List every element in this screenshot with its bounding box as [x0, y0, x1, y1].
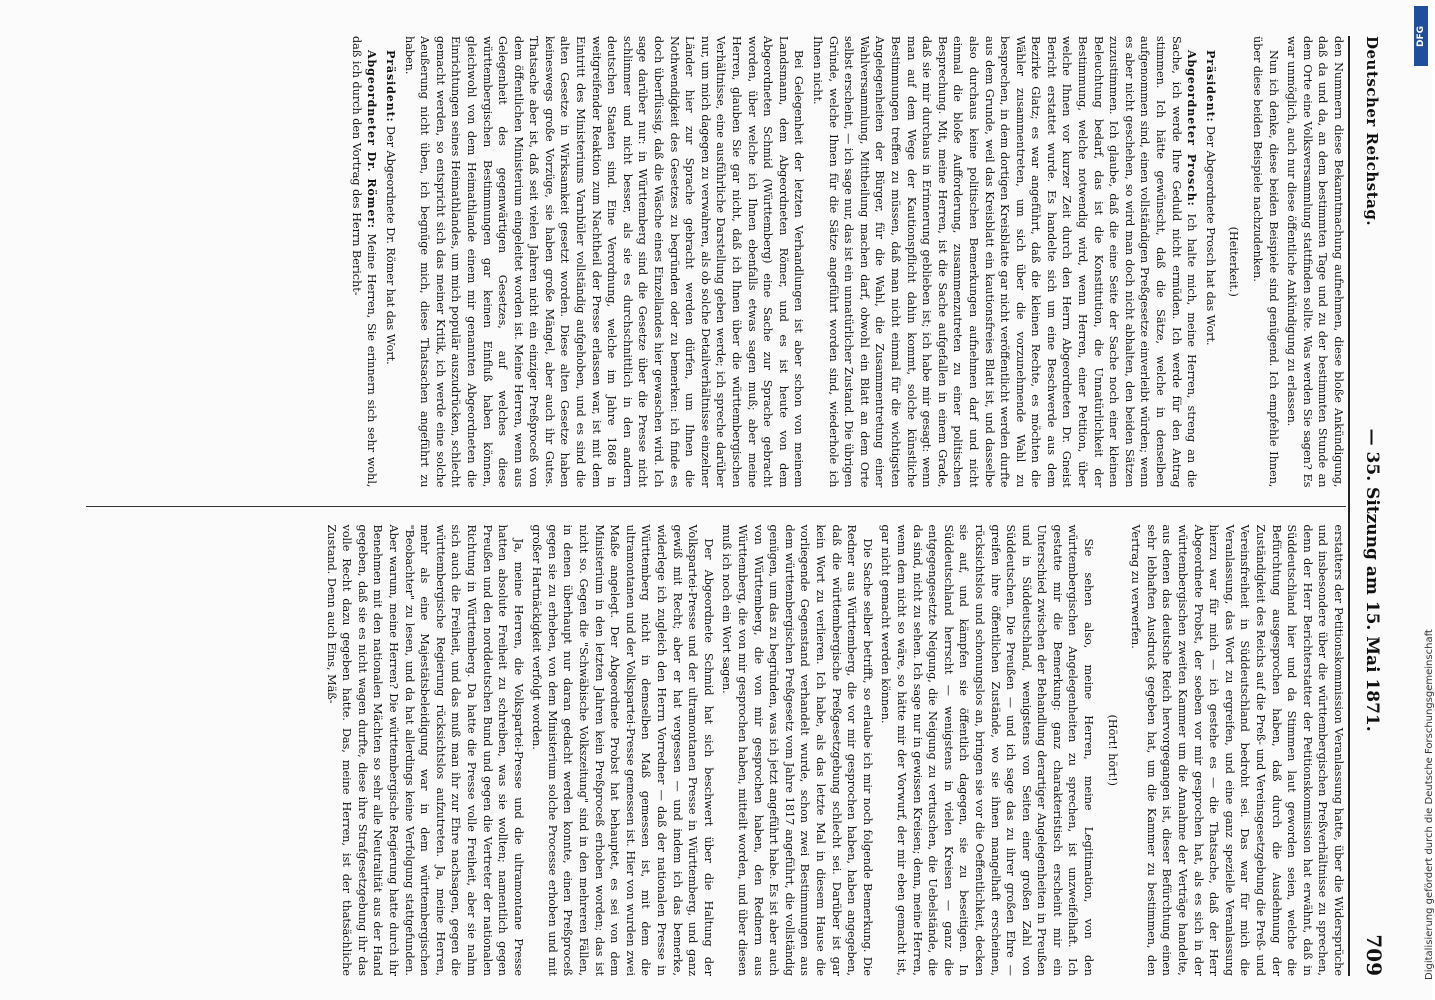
credit-text: Digitalisierung gefördert durch die Deutsche Forschungsgemeinschaft [1424, 629, 1435, 980]
speech-paragraph [809, 36, 1199, 488]
digitization-credit [1406, 20, 1435, 980]
body-paragraph: Bei Gelegenheit der letzten Verhandlungen ist aber schon von meinem Landsmann, dem Abgeordneten Römer, und es ist heute von dem Abgeordneten Schmid (Württemberg) eine Sache zur Sprache gebracht worden, über welche ich Ihnen ebenfalls etwas sagen muß; aber meine Herren, glauben Sie gar nicht, daß ich Ihnen über die württembergischen Verhältnisse, eine ausführliche Darstellung geben werde; ich spreche darüber nur, um mich dagegen zu verwahren, als ob solche Detailverhältnisse einzelner Länder hier zur Sprache gebracht werden dürfen, um Ihnen die Nothwendigkeit des Gesetzes zu begründen oder zu bemerken: ich finde es doch überflüssig, daß die Wäsche eines Einzellandes hier gewaschen wird. Ich sage darüber nur: in Württemberg sind die Gesetze über die Presse nicht schlimmer und nicht besser, als sie es durchschnittlich in den andern deutschen Staaten sind. Eine Verordnung, welche im Jahre 1868 in weitgreifender Reaktion zum Nachtheil der Presse erlassen war, ist mit dem Eintritt des Ministeriums Varnbüler vollständig aufgehoben, und es sind die alten Gesetze in Wirksamkeit gesetzt worden. Diese alten Gesetze haben keineswegs große Vorzüge, sie haben große Mängel, aber auch ihr Gutes. Thatsache aber ist, daß seit vielen Jahren nicht ein einziger Preßproceß von dem öffentlichen Ministerium eingeleitet worden ist. Meine Herren, wenn aus Gelegenheit des gegenwärtigen Gesetzes, auf welches diese württembergischen Bestimmungen gar keinen Einfluß haben können, gleichwohl von dem Heimathlande einem mir genannten Abgeordneten die Einrichtungen seines Heimathlandes, um mich populär auszudrücken, schlecht gemacht werden, so entspricht sich das meiner Kritik, ich werde eine solche Aeußerung nicht üben, ich begnüge mich, diese Thatsachen angeführt zu haben. [402, 36, 806, 488]
speech-text: Der Abgeordnete Prosch hat das Wort. [1203, 122, 1217, 346]
body-paragraph: Sie sehen also, meine Herren, meine Legitimation, von den württembergischen Angelegenheiten zu sprechen, ist unzweifelhaft. Ich gestatte mir die Bemerkung: ganz charakteristisch erscheint mir ein Unterschied zwischen der Behandlung derartiger Angelegenheiten in Preußen und in Süddeutschland, wenigstens von Seiten einer großen Zahl von Süddeutschen. Die Preußen — und ich sage das zu ihrer großen Ehre — greifen ihre öffentlichen Zustände, wo sie ihnen mangelhaft erscheinen, rücksichtslos und schonungslos an, bringen sie vor die Oeffentlichkeit, decken sie auf, und kämpfen sie öffentlich dagegen, sie zu beseitigen. In Süddeutschland herrscht — wenigstens in vielen Kreisen — ganz die entgegengesetzte Neigung, die Neigung zu vertuschen, die Uebelstände, die da sind, nicht zu sehen. Ich sage nur in gewissen Kreisen; denn, meine Herren, wenn dem nicht so wäre, so hätte mir der Vorwurf, der mir eben gemacht ist, gar nicht gemacht werden können. [879, 524, 1096, 976]
speaker-name: Abgeordneter Dr. Römer: [365, 50, 380, 229]
body-paragraph: Ja, meine Herren, die Volkspartei-Presse und die ultramontane Presse hatten absolute Freiheit zu schreiben, was sie wollten; namentlich gegen Preußen und den norddeutschen Bund und gegen die Vertreter der nationalen Richtung in Württemberg. Da hatte die Presse volle Freiheit, aber sie nahm sich auch die Freiheit, und das muß man ihr zur Ehre nachsagen, gegen die württembergische Regierung rücksichtslos aufzutreten. Ja, meine Herren, mehr als eine Majestätsbeleidigung war in dem württembergischen "Beobachter" zu lesen, und da hat allerdings keine Verfolgung stattgefunden. Aber warum, meine Herren? Die württembergische Regierung hatte durch ihr Benehmen mit den nationalen Mächten so sehr alle Neutralität aus der Hand gegeben, daß sie es nicht wagen durfte, diese ihre Strafgesetzgebung ihr das volle Recht dazu gegeben hatte. Das, meine Herren, ist der thatsächliche Zustand. Denn auch Eins, Mäß- [324, 524, 525, 976]
text-columns [86, 36, 1346, 976]
speaker-name: Präsident: [1203, 50, 1218, 123]
header-rule [1348, 36, 1350, 976]
speech-paragraph [382, 36, 398, 488]
page-header [1352, 36, 1386, 976]
session-title: — 35. Sitzung am 15. Mai 1871. [1362, 428, 1382, 732]
speech-text: Meine Herren, Sie erinnern sich sehr wohl, daß ich durch den Vortrag des Herrn Bericht- [349, 36, 379, 488]
body-paragraph: Nun ich denke, diese beiden Beispiele sind genügend. Ich empfehle Ihnen, über diese beiden Beispiele nachzudenken. [1251, 36, 1280, 488]
running-title: Deutscher Reichstag. [1363, 36, 1381, 227]
column-right [86, 525, 1346, 977]
column-left [86, 36, 1346, 488]
body-paragraph: Die Sache selber betrifft, so erlaube ich mir noch folgende Bemerkung. Die Redner aus Württemberg, die vor mir gesprochen haben, haben angegeben, daß die württembergische Preßgesetzgebung schlecht sei. Darüber ist gar kein Wort zu verlieren. Ich habe, als das letzte Mal in diesem Hause die vorliegende Gegenstand verhandelt wurde, schon zwei Bestimmungen aus dem württembergischen Preßgesetz vom Jahre 1817 angeführt, die vollständig genügen, um das zu begründen, was ich jetzt angeführt habe. Es ist aber auch von Württemberg, die von mir gesprochen haben, den Rednern aus Württemberg, die von mir gesprochen haben, mitteilt worden, und über diesen muß ich noch ein Wort sagen. [720, 524, 874, 976]
column-divider [86, 506, 1346, 507]
speech-text: Der Abgeordnete Dr. Römer hat das Wort. [383, 122, 397, 365]
page-number: 709 [1362, 934, 1386, 976]
body-paragraph: Der Abgeordnete Schmid hat sich beschwert über die Haltung der Volkspartei-Presse und der ultramontanen Presse in Württemberg, und ganz gewiß mit Recht; aber er hat vergessen — und indem ich das bemerke, widerlege ich zugleich den Herrn Vorredner — daß der nationalen Presse in Württemberg nicht in demselben Maß gemessen ist, mit dem die ultramontanen und der Volkspartei-Presse gemessen ist. Hier von wurden zwei Maße angelegt. Der Abgeordnete Probst hat behauptet, es sei von dem Ministerium in den letzten Jahren kein Preßproceß erhoben worden; das ist nicht so. Gegen die "Schwäbische Volkszeitung" sind in den mehreren Fällen, in denen überhaupt nur daran gedacht werden konnte, einen Preßproceß gegen sie zu erheben, von dem Ministerium solche Processe erhoben und mit großer Hartnäckigkeit verfolgt worden. [530, 524, 715, 976]
body-paragraph: den Nummern diese Bekanntmachung aufnehmen, diese bloße Ankündigung, daß da und da, an dem bestimmten Tage und zu der bestimmten Stunde an dem Orte eine Volksversammlung stattfinden sollte. Was werden Sie sagen? Es war unmöglich, auch nur diese öffentliche Ankündigung zu erlassen. [1285, 36, 1345, 488]
speech-paragraph [348, 36, 379, 488]
speech-paragraph [1202, 36, 1218, 488]
rotated-page-content [76, 36, 1386, 976]
stage-direction: (Hört! hört!) [1105, 714, 1119, 786]
stage-direction: (Heiterkeit.) [1227, 226, 1241, 297]
speaker-name: Präsident: [383, 50, 398, 123]
speech-text: Ich halte mich, meine Herren, streng an die Sache, ich werde Ihre Geduld nicht ermüden. Ich werde für den Antrag stimmen. Ich hätte gewünscht, daß die Sätze, welche in denselben aufgenommen sind, einen vollständigen Preßgesetze einverleibt würden; wenn es aber nicht geschehen, so wird man doch nicht abhalten, den beiden Sätzen zuzustimmen. Ich glaube, daß die eine Seite der Sache noch einer kleinen Beleuchtung bedarf, das ist die Konstitution, die Unnatürlichkeit der Bestimmung, welche notwendig wird, wenn Herren, einer Petition, über welche Ihnen vor kurzer Zeit durch den Herrn Abgeordneten Dr. Gneist Bericht erstattet wurde. Es handelte sich um eine Beschwerde aus dem Bezirke Glatz; es war angeführt, daß die kleinen Rechte, es möchten die Wähler zusammentreten, um sich über die vorzunehmende Wahl zu besprechen, in dem dortigen Kreisblatte gar nicht veröffentlicht werden durfte aus dem Grunde, weil das Kreisblatt ein kautionsfreies Blatt ist, und dasselbe also durchaus keine politischen Bemerkungen aufnehmen darf und nicht einmal die bloße Aufforderung, zusammenzutreten zu einer politischen Besprechung. Mit, meine Herren, ist die Sache aufgefallen in einem Grade, daß sie mir durchaus in Erinnerung geblieben ist; ich habe mir gesagt: wenn man auf dem Wege der Kautionspflicht dahin kommt, solche künstliche Bestimmungen treffen zu müssen, daß man nicht einmal für die wichtigsten Angelegenheiten der Bürger, für die Wahl, die Zusammentretung einer Wahlversammlung, Mittheilung machen darf, obwohl ein Blatt an dem Orte selbst erscheint, — ich sage nur, das ist ein unnatürlicher Zustand. Die übrigen Gründe, welche Ihnen für die Sätze angeführt worden sind, wiederhole ich Ihnen nicht. [811, 36, 1199, 488]
speaker-name: Abgeordneter Prosch: [1185, 50, 1200, 207]
dfg-logo: DFG [1414, 6, 1428, 66]
body-paragraph: erstatters der Petitionskommission Veranlassung hatte, über die Widersprüche und insbesondere über die württembergischen Preßverhältnisse zu sprechen, denn der Herr Berichterstatter der Petitionskommission hat erwähnt, daß in Süddeutschland hier und da Stimmen laut geworden seien, welche die Befürchtung ausgesprochen haben, daß durch die Ausdehnung der Zuständigkeit des Reichs auf die Preß- und Vereinsgesetzgebung die Preß- und Vereinsfreiheit in Süddeutschland bedroht sei. Das war für mich die Veranlassung, das Wort zu ergreifen, und eine ganz spezielle Veranlassung hierzu war für mich — ich gestehe es — die Thatsache, daß der Herr Abgeordnete Probst, der soeben vor mir gesprochen hat, als es sich in der württembergischen zweiten Kammer um die Annahme der Verträge handelte, aus denen das deutsche Reich hervorgegangen ist, dieser Befürchtung einen sehr lebhaften Ausdruck gegeben hat, um die Kammer zu bestimmen, den Vertrag zu verwerfen. [1129, 524, 1345, 976]
